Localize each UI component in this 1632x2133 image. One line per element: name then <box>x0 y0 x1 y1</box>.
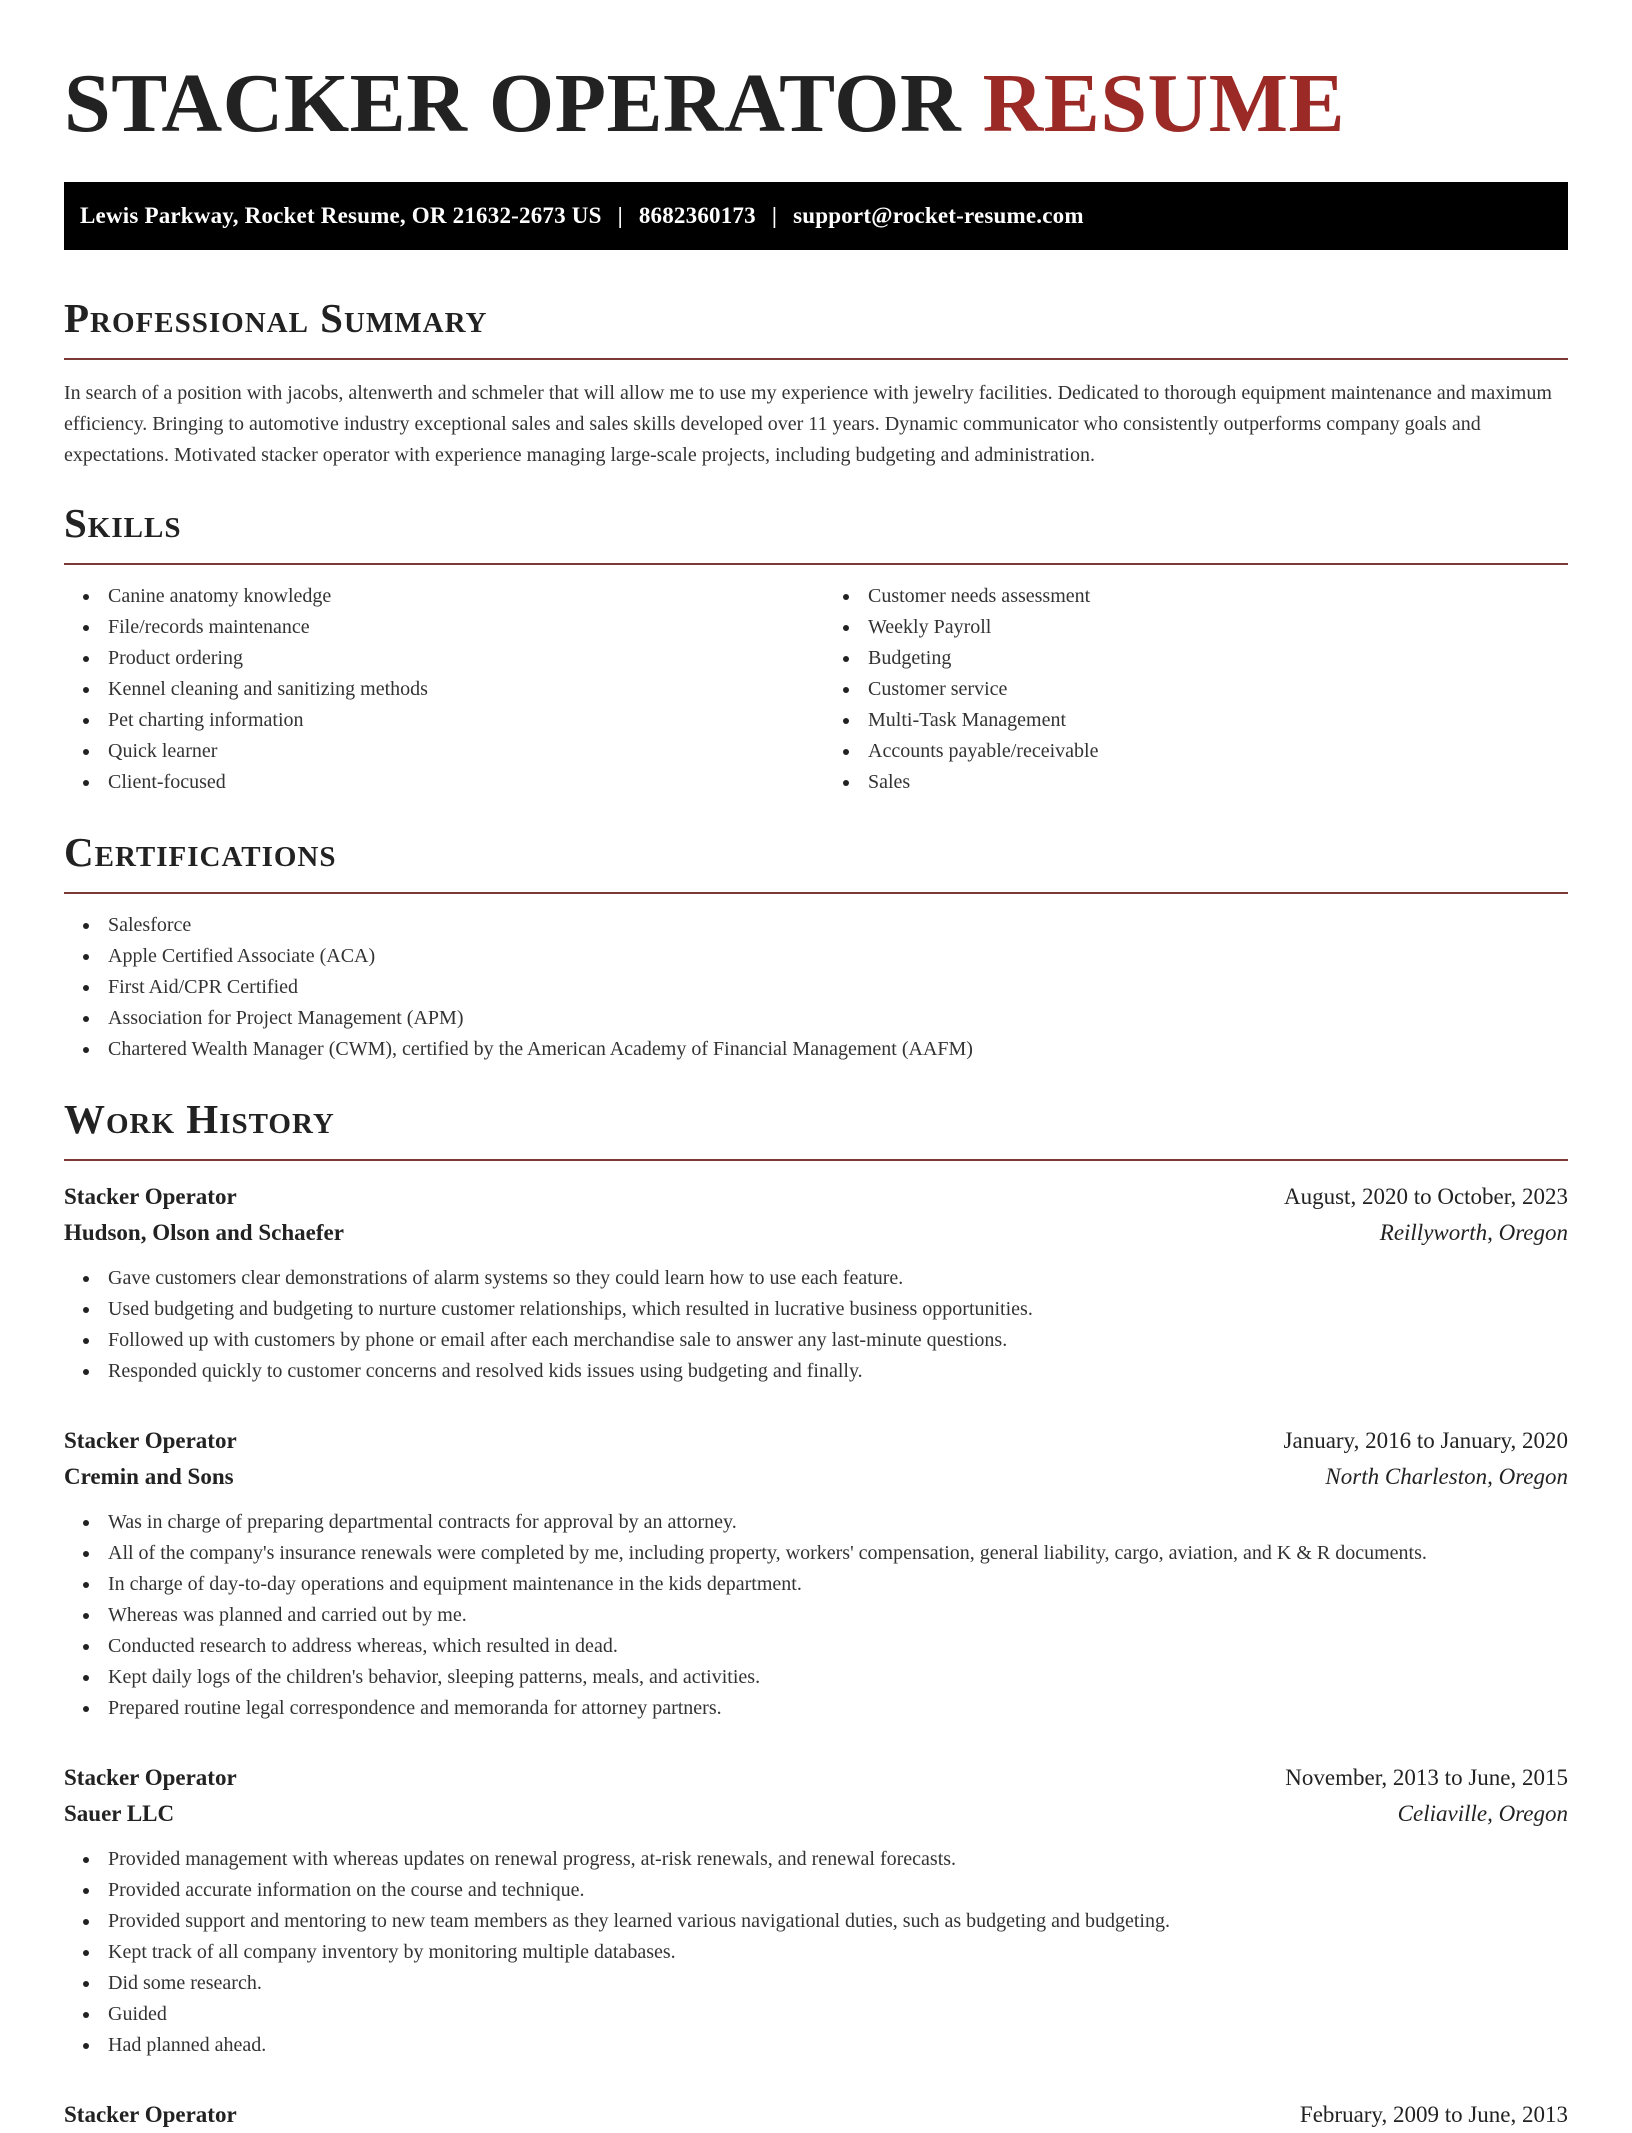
job-entry <box>64 2097 1568 2133</box>
skill-item: Client-focused <box>64 767 808 798</box>
job-entry <box>64 1179 1568 1387</box>
job-bullets <box>64 1844 1568 2061</box>
skills-section <box>64 499 1568 798</box>
certification-item: Chartered Wealth Manager (CWM), certified by the American Academy of Financial Management (AAFM) <box>64 1034 1568 1065</box>
certifications-heading: Certifications <box>64 829 337 875</box>
job-header-row <box>64 2097 1568 2133</box>
job-header-row <box>64 1179 1568 1215</box>
job-title: Stacker Operator <box>64 1428 237 1453</box>
job-company: Cremin and Sons <box>64 1464 234 1489</box>
section-divider <box>64 892 1568 894</box>
job-bullet: Gave customers clear demonstrations of alarm systems so they could learn how to use each feature. <box>64 1263 1568 1294</box>
job-dates: February, 2009 to June, 2013 <box>1299 2102 1568 2127</box>
skill-item: Customer service <box>824 674 1568 705</box>
skills-list-right <box>808 581 1568 798</box>
contact-address: Lewis Parkway, Rocket Resume, OR 21632-2673 US <box>80 203 602 228</box>
section-divider <box>64 1159 1568 1161</box>
job-company: Hudson, Olson and Schaefer <box>64 1220 344 1245</box>
skills-list-left <box>64 581 808 798</box>
jobs-list <box>64 1179 1568 2133</box>
skill-item: Canine anatomy knowledge <box>64 581 808 612</box>
certifications-list <box>64 910 1568 1065</box>
job-title: Stacker Operator <box>64 1184 237 1209</box>
skill-item: File/records maintenance <box>64 612 808 643</box>
job-header-row <box>64 1760 1568 1796</box>
skill-item: Multi-Task Management <box>824 705 1568 736</box>
job-bullet: Provided management with whereas updates on renewal progress, at-risk renewals, and renewal forecasts. <box>64 1844 1568 1875</box>
skill-item: Pet charting information <box>64 705 808 736</box>
skills-heading: Skills <box>64 500 182 546</box>
job-bullet: Conducted research to address whereas, which resulted in dead. <box>64 1631 1568 1662</box>
job-entry <box>64 1423 1568 1724</box>
job-company: Sauer LLC <box>64 1801 175 1826</box>
job-bullets <box>64 1507 1568 1724</box>
skills-grid <box>64 581 1568 798</box>
job-bullet: Followed up with customers by phone or email after each merchandise sale to answer any last-minute questions. <box>64 1325 1568 1356</box>
job-bullet: Used budgeting and budgeting to nurture customer relationships, which resulted in lucrative business opportunities. <box>64 1294 1568 1325</box>
certification-item: Apple Certified Associate (ACA) <box>64 941 1568 972</box>
skill-item: Sales <box>824 767 1568 798</box>
job-company-row <box>64 1796 1568 1832</box>
skill-item: Customer needs assessment <box>824 581 1568 612</box>
work-history-heading: Work History <box>64 1096 335 1142</box>
job-bullet: Had planned ahead. <box>64 2030 1568 2061</box>
job-bullet: Responded quickly to customer concerns and resolved kids issues using budgeting and finally. <box>64 1356 1568 1387</box>
certification-item: First Aid/CPR Certified <box>64 972 1568 1003</box>
job-bullet: Prepared routine legal correspondence and memoranda for attorney partners. <box>64 1693 1568 1724</box>
certifications-section <box>64 828 1568 1065</box>
skill-item: Weekly Payroll <box>824 612 1568 643</box>
summary-heading: Professional Summary <box>64 295 488 341</box>
skill-item: Budgeting <box>824 643 1568 674</box>
job-bullet: Guided <box>64 1999 1568 2030</box>
section-divider <box>64 358 1568 360</box>
job-title: Stacker Operator <box>64 2102 237 2127</box>
job-bullet: Provided support and mentoring to new team members as they learned various navigational duties, such as budgeting and budgeting. <box>64 1906 1568 1937</box>
job-location: North Charleston, Oregon <box>1325 1464 1568 1489</box>
page-title <box>64 0 1568 150</box>
certification-item: Salesforce <box>64 910 1568 941</box>
job-entry <box>64 1760 1568 2061</box>
job-title: Stacker Operator <box>64 1765 237 1790</box>
job-bullet: Kept daily logs of the children's behavior, sleeping patterns, meals, and activities. <box>64 1662 1568 1693</box>
job-header-row <box>64 1423 1568 1459</box>
contact-bar <box>64 182 1568 250</box>
contact-phone: 8682360173 <box>638 203 756 228</box>
skill-item: Quick learner <box>64 736 808 767</box>
job-bullet: All of the company's insurance renewals were completed by me, including property, workers' compensation, general liability, cargo, aviation, and K & R documents. <box>64 1538 1568 1569</box>
job-bullet: Did some research. <box>64 1968 1568 1999</box>
job-location: Celiaville, Oregon <box>1397 1801 1568 1826</box>
job-company-row <box>64 1459 1568 1495</box>
job-bullet: Was in charge of preparing departmental contracts for approval by an attorney. <box>64 1507 1568 1538</box>
job-dates: November, 2013 to June, 2015 <box>1285 1765 1568 1790</box>
job-bullet: Whereas was planned and carried out by me. <box>64 1600 1568 1631</box>
job-bullet: Provided accurate information on the course and technique. <box>64 1875 1568 1906</box>
summary-section <box>64 294 1568 471</box>
work-history-section <box>64 1095 1568 2133</box>
skill-item: Accounts payable/receivable <box>824 736 1568 767</box>
contact-separator: | <box>617 203 623 228</box>
job-bullet: Kept track of all company inventory by monitoring multiple databases. <box>64 1937 1568 1968</box>
title-accent: RESUME <box>982 57 1346 150</box>
section-divider <box>64 563 1568 565</box>
skill-item: Kennel cleaning and sanitizing methods <box>64 674 808 705</box>
job-company-row <box>64 1215 1568 1251</box>
job-bullet: In charge of day-to-day operations and equipment maintenance in the kids department. <box>64 1569 1568 1600</box>
contact-email: support@rocket-resume.com <box>793 203 1084 228</box>
job-dates: August, 2020 to October, 2023 <box>1284 1184 1568 1209</box>
contact-separator: | <box>771 203 778 228</box>
skill-item: Product ordering <box>64 643 808 674</box>
summary-text: In search of a position with jacobs, altenwerth and schmeler that will allow me to use my experience with jewelry facilities. Dedicated to thorough equipment maintenance and maximum efficiency. Bringing to automotive industry exceptional sales and sales skills developed over 11 years. Dynamic communicator who consistently outperforms company goals and expectations. Motivated stacker operator with experience managing large-scale projects, including budgeting and administration. <box>64 382 1552 466</box>
job-bullets <box>64 1263 1568 1387</box>
certification-item: Association for Project Management (APM) <box>64 1003 1568 1034</box>
job-dates: January, 2016 to January, 2020 <box>1283 1428 1568 1453</box>
title-main: STACKER OPERATOR <box>64 57 962 150</box>
job-location: Reillyworth, Oregon <box>1379 1220 1568 1245</box>
